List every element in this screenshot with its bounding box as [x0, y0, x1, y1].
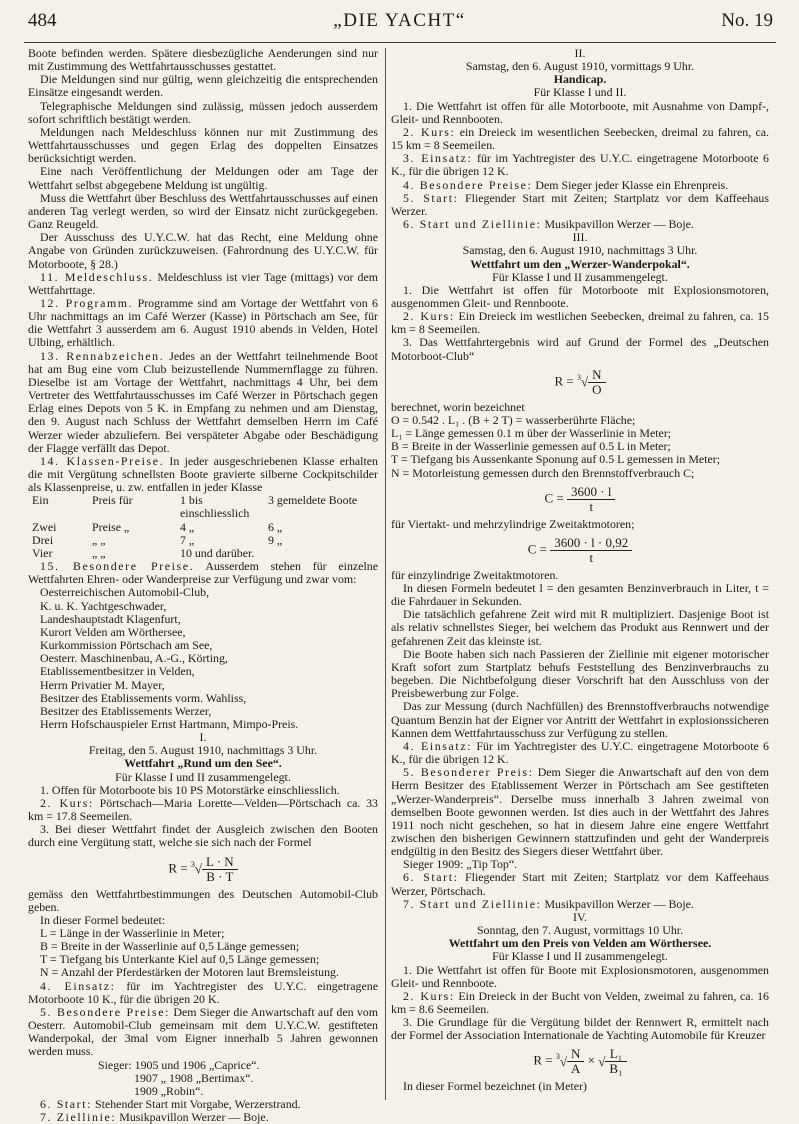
rule-11: [28, 271, 378, 297]
rule-text: Programme sind am Vortage der Wettfahrt von 6 Uhr nachmittags an im Café Werzer (Kasse) in Pörtschach am See, für die Wettfahrt 3 ausserdem am 6. August 1910 abends in Velden, Hotel Ulbing, erhältlich.: [28, 295, 378, 350]
paragraph: Die tatsächlich gefahrene Zeit wird mit R multipliziert. Dasjenige Boot ist als relativ schnellstes Sieger, bei welchem das Produkt aus Rennwert und der gefahrenen Zeit das kleinste ist.: [391, 607, 769, 648]
paragraph: Sieger 1909: „Tip Top“.: [403, 857, 518, 872]
paragraph: Boote befinden werden. Spätere diesbezügliche Aenderungen sind nur mit Zustimmung des Wettfahrtausschusses gestattet.: [28, 46, 378, 74]
paragraph: [391, 766, 769, 858]
rule-key: 5. Besondere Preise:: [40, 1004, 171, 1019]
paragraph: N = Anzahl der Pferdestärken der Motoren laut Bremsleistung.: [40, 965, 339, 980]
fraction: [567, 1047, 584, 1076]
rule-key: 2. Kurs:: [403, 124, 456, 139]
paragraph: gemäss den Wettfahrtbestimmungen des Deutschen Automobil-Club geben.: [28, 886, 378, 914]
rule-key: 2. Kurs:: [40, 795, 94, 810]
rule-key: 2. Kurs:: [403, 309, 455, 324]
race-class: Für Klasse I und II zusammengelegt.: [115, 769, 291, 784]
prize-cell: Drei: [32, 532, 54, 547]
rule-text: Dem Sieger die Anwartschaft auf den von dem Herrn Besitzer des Etablissement Werzer in Pörtschach am See gestifteten „Werzer-Wanderpreis“. Derselbe muss innerhalb 3 Jahren zweimal von demselben Boote gewonnen werden. Ist dies auch in der Wettfahrt des Jahres 1911 noch nicht geschehen, so hat in diesem Jahre eine engere Wettfahrt zwischen den bisherigen Gewinnern stattzufinden und geht der Wanderpreis endgültig in den Besitz des Siegers dieser Wettfahrt über.: [391, 765, 769, 859]
rule-text: ein Dreieck im wesentlichen Seebecken, dreimal zu fahren, ca. 15 km = 8 Seemeilen.: [391, 124, 769, 153]
rule-text: Fliegender Start mit Zeiten; Startplatz vor dem Kaffeehaus Werzer.: [391, 190, 769, 218]
numerator: N: [567, 1047, 584, 1062]
rule-key: 6. Start:: [403, 870, 459, 885]
paragraph: für einzylindrige Zweitaktmotoren.: [391, 567, 559, 582]
prize-cell: 6 „: [268, 519, 283, 534]
paragraph: Die Meldungen sind nur gültig, wenn gleichzeitig die entsprechenden Einsätze eingesandt werden.: [28, 72, 378, 100]
formula: [28, 855, 378, 884]
denominator: t: [589, 549, 594, 565]
prize-cell: „ „: [92, 545, 106, 560]
rule-key: 5. Besonderer Preis:: [403, 765, 534, 780]
root-index: 3: [190, 859, 195, 869]
numerator: L · N: [202, 855, 238, 870]
prize-table: [32, 494, 378, 560]
paragraph: B = Breite in der Wasserlinie gemessen auf 0.5 L in Meter;: [391, 439, 671, 454]
prize-cell: Preis für: [92, 493, 133, 508]
fraction: [202, 855, 238, 884]
rule-text: Dem Sieger jeder Klasse ein Ehrenpreis.: [532, 177, 729, 192]
paragraph: Telegraphische Meldungen sind zulässig, müssen jedoch ausserdem sofort schriftlich bestätigt werden.: [28, 98, 378, 126]
paragraph: für Viertakt- und mehrzylindrige Zweitaktmotoren;: [391, 516, 635, 531]
list-item: Oesterreichischen Automobil-Club,: [40, 585, 210, 600]
paragraph: [391, 740, 769, 766]
race-class: Für Klasse I und II zusammengelegt.: [492, 949, 668, 964]
fraction: [550, 536, 632, 565]
paragraph: [28, 1111, 378, 1124]
header-rule: [24, 42, 776, 43]
paragraph: In diesen Formeln bedeutet l = den gesamten Benzinverbrauch in Liter, t = die Fahrdauer in Sekunden.: [391, 581, 769, 609]
rule-key: 15. Besondere Preise.: [40, 559, 195, 574]
root-index: 3: [555, 1052, 560, 1062]
paragraph: T = Tiefgang bis Unterkante Kiel auf 0,5 Länge gemessen;: [40, 952, 320, 967]
page-number: 484: [28, 10, 57, 31]
donor-list: [28, 586, 378, 731]
list-item: Besitzer des Etablissements vorm. Wahliss,: [40, 690, 247, 705]
paragraph: B = Breite in der Wasserlinie auf 0,5 Länge gemessen;: [40, 939, 300, 954]
rule-key: 13. Rennabzeichen.: [40, 348, 165, 363]
paragraph: [28, 980, 378, 1006]
page-header: [0, 0, 799, 40]
rule-key: 11. Meldeschluss.: [40, 269, 154, 284]
paragraph: 1. Offen für Motorboote bis 10 PS Motorstärke einschliesslich.: [40, 782, 340, 797]
root-sign: √: [194, 861, 202, 877]
paragraph: [391, 871, 769, 897]
rule-14: [28, 455, 378, 494]
paragraph: 1. Die Wettfahrt ist offen für Motorboote mit Explosionsmotoren, ausgenommen Gleit- und Rennboote.: [391, 282, 769, 310]
rule-text: Stehender Start mit Vorgabe, Werzerstrand.: [92, 1097, 301, 1112]
rule-text: Ein Dreieck im westlichen Seebecken, dreimal zu fahren, ca. 15 km = 8 Seemeilen.: [391, 309, 769, 337]
prize-cell: 3 gemeldete Boote: [268, 493, 358, 508]
root-index: 3: [576, 372, 581, 382]
race-date: Freitag, den 5. August 1910, nachmittags 3 Uhr.: [88, 743, 318, 758]
fraction: [605, 1047, 626, 1076]
prize-cell: 7 „: [180, 532, 195, 547]
paragraph: berechnet, worin bezeichnet: [391, 399, 525, 414]
paragraph: O = 0.542 . L₁ . (B + 2 T) = wasserberührte Fläche;: [391, 412, 636, 427]
list-item: Herrn Hofschauspieler Ernst Hartmann, Mimpo-Preis.: [40, 716, 299, 731]
numerator: L₁: [605, 1047, 626, 1062]
formula-lhs: R =: [533, 1052, 553, 1068]
rule-text: Musikpavillon Werzer — Boje.: [541, 896, 694, 911]
rule-text: Musikpavillon Werzer — Boje.: [116, 1110, 269, 1124]
paragraph: [391, 990, 769, 1016]
paragraph: 1. Die Wettfahrt ist offen für Boote mit Explosionsmotoren, ausgenommen Gleit- und Rennboote.: [391, 962, 769, 990]
rule-text: Pörtschach—Maria Lorette—Velden—Pörtschach ca. 33 km = 17.8 Seemeilen.: [28, 795, 378, 824]
root-sign: √: [559, 1053, 568, 1069]
paragraph: 1. Die Wettfahrt ist offen für alle Motorboote, mit Ausnahme von Dampf-, Gleit- und Rennbooten.: [391, 98, 769, 126]
list-item: Kurort Velden am Wörthersee,: [40, 624, 186, 639]
paragraph: [28, 1006, 378, 1059]
paragraph: [391, 126, 769, 152]
fraction: [567, 485, 615, 514]
right-column: [391, 47, 769, 1094]
list-item: Besitzer des Etablissements Werzer,: [40, 703, 212, 718]
list-item: Herrn Privatier M. Mayer,: [40, 677, 165, 692]
prize-cell: Ein: [32, 493, 49, 508]
rule-text: Musikpavillon Werzer — Boje.: [541, 217, 694, 232]
race-number: I.: [199, 730, 207, 745]
rule-12: [28, 297, 378, 350]
race-class: Für Klasse I und II zusammengelegt.: [492, 269, 668, 284]
paragraph: Der Ausschuss des U.Y.C.W. hat das Recht, eine Meldung ohne Angabe von Gründen zurückzuweisen. (Fahrordnung des U.Y.C.W. für Motorboote, § 28.): [28, 230, 378, 271]
column-divider: [385, 48, 386, 1100]
denominator: A: [571, 1061, 581, 1077]
rule-key: 4. Einsatz:: [40, 978, 116, 993]
paragraph: [391, 898, 769, 911]
paragraph: Das zur Messung (durch Nachfüllen) des Brennstoffverbrauchs notwendige Quantum Benzin hat der Eigner vor Antritt der Wettfahrt in explosionssicheren Kannen dem Wettfahrtausschuss zur Verfügung zu stellen.: [391, 699, 769, 740]
rule-13: [28, 350, 378, 455]
list-item: Oesterr. Maschinenbau, A.-G., Körting,: [40, 651, 228, 666]
rule-key: 4. Besondere Preise:: [403, 177, 533, 192]
denominator: t: [589, 498, 594, 514]
paragraph: Eine nach Veröffentlichung der Meldungen oder am Tage der Wettfahrt selbst abgegebene Meldung ist ungültig.: [28, 164, 378, 192]
root-sign: √: [580, 374, 589, 390]
race-number: IV.: [573, 909, 587, 924]
paragraph: T = Tiefgang bis Aussenkante Sponung auf 0.5 L gemessen in Meter;: [391, 452, 721, 467]
left-column: [28, 47, 378, 1124]
rule-key: 2. Kurs:: [403, 988, 455, 1003]
winner-line: 1907 „ 1908 „Bertimax“.: [134, 1070, 254, 1085]
race-title: Wettfahrt um den „Werzer-Wanderpokal“.: [470, 256, 690, 271]
formula-lhs: C =: [527, 541, 547, 557]
rule-text: Dem Sieger die Anwartschaft auf den vom Oesterr. Automobil-Club gemeinsam mit dem U.Y.C.W. gestifteten Wanderpokal, der 3mal vom Eigner innerhalb 5 Jahren gewonnen werden muss.: [28, 1004, 378, 1059]
paragraph: 3. Das Wettfahrtergebnis wird auf Grund der Formel des „Deutschen Motorboot-Club“: [391, 335, 769, 363]
race-class: Für Klasse I und II.: [533, 85, 627, 100]
prize-cell: 9 „: [268, 532, 283, 547]
rule-text: Ein Dreieck in der Bucht von Velden, zweimal zu fahren, ca. 16 km = 8.6 Seemeilen.: [391, 988, 769, 1016]
rule-key: 7. Start und Ziellinie:: [403, 896, 542, 911]
rule-key: 4. Einsatz:: [403, 738, 473, 753]
formula-lhs: R =: [554, 373, 574, 389]
prize-cell: Preise „: [92, 519, 130, 534]
paragraph: 3. Bei dieser Wettfahrt findet der Ausgleich zwischen den Booten durch eine Vergütung statt, welche sie sich nach der Formel: [28, 822, 378, 850]
race-date: Samstag, den 6. August 1910, nachmittags 3 Uhr.: [462, 243, 698, 258]
denominator: B₁: [609, 1061, 623, 1077]
rule-key: 5. Start:: [403, 190, 459, 205]
times-sign: ×: [587, 1052, 596, 1068]
formula: [391, 368, 769, 397]
paragraph: Muss die Wettfahrt über Beschluss des Wettfahrtausschusses auf einen anderen Tag verlegt werden, so wird der Einsatz nicht zurückgegeben. Ganz Reugeld.: [28, 190, 378, 232]
paragraph: L = Länge in der Wasserlinie in Meter;: [40, 926, 225, 940]
rule-text: Jedes an der Wettfahrt teilnehmende Boot hat am Bug eine vom Club beizustellende Nummernflagge zu führen. Dieselbe ist am Vortage der Wettfahrt, nachmittags 4 Uhr, bei dem Vertreter des Wettfahrtausschusses im Café Werzer in Pörtschach gegen Erlag eines Depots von 5 K. in Empfang zu nehmen und am Dienstag, den 9. August nach Schluss der Wettfahrt demselben Herrn im Café Werzer wieder abzuliefern. Bei verspäteter Abgabe oder Beschädigung der Flagge verfällt das Depot.: [28, 348, 378, 455]
paragraph: N = Motorleistung gemessen durch den Brennstoffverbrauch C;: [391, 465, 695, 480]
denominator: O: [592, 381, 602, 397]
rule-key: 6. Start und Ziellinie:: [403, 217, 542, 232]
race-date: Samstag, den 6. August 1910, vormittags 9 Uhr.: [465, 59, 695, 74]
paragraph: [391, 310, 769, 336]
rule-text: Fliegender Start mit Zeiten; Startplatz vor dem Kaffeehaus Werzer, Pörtschach.: [391, 870, 769, 898]
rule-key: 14. Klassen-Preise.: [40, 453, 165, 468]
race-date: Sonntag, den 7. August, vormittags 10 Uhr.: [476, 923, 684, 938]
rule-text: für im Yachtregister des U.Y.C. eingetragene Motorboote 6 K., für die übrigen 12 K.: [391, 151, 770, 179]
paragraph: Die Boote haben sich nach Passieren der Ziellinie mit eigener motorischer Kraft sofort zum Startplatz behufs Feststellung des Benzinverbrauchs zu begeben. Die Nichtbefolgung dieser Vorschrift hat den Ausschluss von der Preisbewerbung zur Folge.: [391, 646, 769, 701]
list-item: K. u. K. Yachtgeschwader,: [40, 598, 167, 613]
prize-cell: Vier: [32, 545, 53, 560]
rule-key: 12. Programm.: [40, 295, 134, 310]
prize-cell: 1 bis einschliesslich: [180, 493, 250, 521]
winners: [98, 1059, 378, 1098]
rule-text: Für im Yachtregister des U.Y.C. eingetragene Motorboote 6 K., für die übrigen 12 K.: [391, 738, 769, 767]
list-item: Kurkommission Pörtschach am See,: [40, 638, 213, 653]
paragraph: [391, 192, 769, 218]
winner-line: 1909 „Robin“.: [134, 1083, 204, 1098]
paragraph: L₁ = Länge gemessen 0.1 m über der Wasserlinie in Meter;: [391, 426, 672, 441]
rule-text: Ausserdem stehen für einzelne Wettfahrten Ehren- oder Wanderpreise zur Verfügung und zwar vom:: [28, 559, 378, 587]
prize-cell: 10 und darüber.: [180, 545, 255, 560]
prize-cell: „ „: [92, 532, 106, 547]
prize-cell: 4 „: [180, 519, 195, 534]
race-title: Wettfahrt um den Preis von Velden am Wörthersee.: [448, 936, 712, 951]
race-number: II.: [574, 46, 586, 60]
root-sign: √: [598, 1053, 606, 1069]
paragraph: In dieser Formel bezeichnet (in Meter): [403, 1079, 587, 1094]
rule-key: 3. Einsatz:: [403, 151, 473, 166]
paragraph: [28, 797, 378, 823]
paragraph: In dieser Formel bedeutet:: [40, 912, 166, 927]
race-title: Handicap.: [553, 72, 607, 87]
list-item: Landeshauptstadt Klagenfurt,: [40, 611, 181, 626]
list-item: Etablissementbesitzer in Velden,: [40, 664, 195, 679]
numerator: N: [588, 368, 605, 383]
fraction: [588, 368, 605, 397]
winner-line: Sieger: 1905 und 1906 „Caprice“.: [98, 1057, 260, 1072]
paragraph: [391, 152, 769, 178]
formula-lhs: C =: [544, 490, 564, 506]
issue-number: No. 19: [721, 10, 773, 31]
rule-key: 6. Start:: [40, 1097, 93, 1112]
rule-15: [28, 560, 378, 586]
rule-key: 7. Ziellinie:: [40, 1110, 117, 1124]
formula: [391, 485, 769, 514]
formula: [391, 1047, 769, 1076]
formula: [391, 536, 769, 565]
paragraph: 3. Die Grundlage für die Vergütung bildet der Rennwert R, ermittelt nach der Formel der Association Internationale de Yachting Automobile für Kreuzer: [391, 1015, 769, 1043]
rule-text: In jeder ausgeschriebenen Klasse erhalten die mit Vergütung schnellsten Boote gravierte silberne Cockpitschilder als Klassenpreise, u. zw. entfallen in jeder Klasse: [28, 453, 378, 495]
journal-title: „DIE YACHT“: [333, 10, 466, 31]
paragraph: Meldungen nach Meldeschluss können nur mit Zustimmung des Wettfahrtausschusses und gegen Erlag des doppelten Einsatzes berücksichtigt werden.: [28, 124, 378, 166]
formula-lhs: R =: [168, 860, 188, 876]
denominator: B · T: [206, 868, 234, 884]
rule-text: Meldeschluss ist vier Tage (mittags) vor dem Wettfahrttage.: [28, 269, 378, 297]
race-number: III.: [572, 230, 588, 245]
race-title: Wettfahrt „Rund um den See“.: [124, 756, 282, 771]
prize-cell: Zwei: [32, 519, 57, 534]
numerator: 3600 · l · 0,92: [550, 536, 632, 551]
numerator: 3600 · l: [567, 485, 615, 500]
rule-text: für im Yachtregister des U.Y.C. eingetragene Motorboote 10 K., für die übrigen 20 K.: [28, 978, 378, 1006]
